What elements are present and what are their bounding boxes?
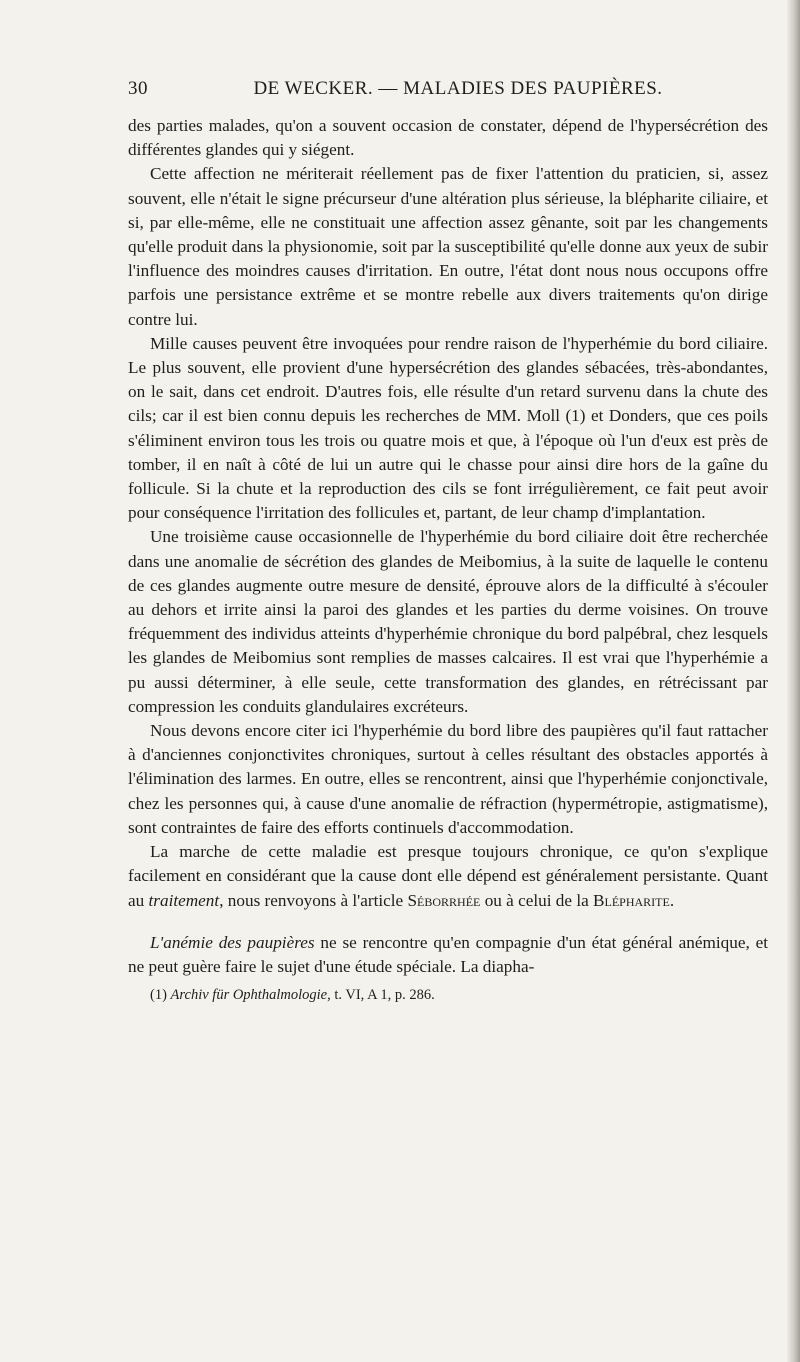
page-number: 30	[128, 78, 148, 99]
paragraph-2: Cette affection ne mériterait réellement pas de fixer l'attention du praticien, si, assez souvent, elle n'était le signe précurseur d'une altération plus sérieuse, la blépharite ciliaire, et si, par elle-même, elle ne constituait une affection assez gênante, soit par les changements qu'elle produit dans la physionomie, soit par la susceptibilité qu'elle donne aux yeux de subir l'influence des moindres causes d'irritation. En outre, l'état dont nous nous occupons offre parfois une persistance extrême et se montre rebelle aux divers traitements qu'on dirige contre lui.	[128, 164, 768, 329]
body-text	[128, 114, 768, 979]
paragraph-6-text-a: La marche de cette maladie est presque toujours chronique, ce qu'on s'explique facilement en considérant que la cause dont elle dépend est généralement persistante. Quant au	[128, 842, 768, 910]
paragraph-6-text-b: , nous renvoyons à l'article	[219, 890, 408, 910]
paragraph-1: des parties malades, qu'on a souvent occasion de constater, dépend de l'hypersécrétion des différentes glandes qui y siégent.	[128, 116, 768, 160]
blepharite-reference: Blépharite	[593, 890, 670, 910]
running-head-title: DE WECKER. — MALADIES DES PAUPIÈRES.	[253, 78, 663, 99]
paragraph-6-text-d: .	[669, 890, 675, 910]
treatment-italic: traitement	[148, 890, 220, 910]
paragraph-4: Une troisième cause occasionnelle de l'hyperhémie du bord ciliaire doit être recherchée dans une anomalie de sécrétion des glandes de Meibomius, à la suite de laquelle le contenu de ces glandes augmente outre mesure de densité, éprouve alors de la difficulté à s'écouler au dehors et irrite ainsi la paroi des glandes et les parties du derme voisines. On trouve fréquemment des individus atteints d'hyperhémie chronique du bord palpébral, chez lesquels les glandes de Meibomius sont remplies de masses calcaires. Il est vrai que l'hyperhémie a pu aussi déterminer, à elle seule, cette transformation des glandes, en rétrécissant par compression les conduits glandulaires excréteurs.	[128, 527, 768, 716]
footnote-details: , t. VI, A 1, p. 286.	[327, 987, 435, 1004]
paragraph-6-text-c: ou à celui de la	[480, 890, 594, 910]
footnote-marker: (1)	[150, 987, 171, 1004]
seborrhee-reference: Séborrhée	[407, 890, 481, 910]
anemie-heading-italic: L'anémie des paupières	[150, 932, 315, 952]
running-head	[128, 78, 768, 108]
paragraph-6	[128, 840, 768, 913]
paragraph-7-text: ne se rencontre qu'en compagnie d'un état général anémique, et ne peut guère faire le sujet d'une étude spéciale. La diapha-	[128, 932, 768, 976]
footnote-source: Archiv für Ophthalmologie	[170, 987, 328, 1004]
footnote	[128, 985, 768, 1005]
paragraph-3: Mille causes peuvent être invoquées pour rendre raison de l'hyperhémie du bord ciliaire. Le plus souvent, elle provient d'une hypersécrétion des glandes sébacées, très-abondantes, on le sait, dans cet endroit. D'autres fois, elle résulte d'un retard survenu dans la chute des cils; car il est bien connu depuis les recherches de MM. Moll (1) et Donders, que ces poils s'éliminent environ tous les trois ou quatre mois et que, à l'époque où l'un d'eux est près de tomber, il en naît à côté de lui un autre qui le chasse pour ainsi dire hors de la gaîne du follicule. Si la chute et la reproduction des cils se font irrégulièrement, ce fait peut avoir pour conséquence l'irritation des follicules et, partant, de leur champ d'implantation.	[128, 333, 768, 523]
page-edge-shadow	[786, 0, 800, 1362]
paragraph-7	[128, 931, 768, 979]
book-page	[128, 78, 768, 1005]
paragraph-5: Nous devons encore citer ici l'hyperhémie du bord libre des paupières qu'il faut rattacher à d'anciennes conjonctivites chroniques, surtout à celles résultant des obstacles apportés à l'élimination des larmes. En outre, elles se rencontrent, ainsi que l'hyperhémie conjonctivale, chez les personnes qui, à cause d'une anomalie de réfraction (hypermétropie, astigmatisme), sont contraintes de faire des efforts continuels d'accommodation.	[128, 721, 768, 837]
